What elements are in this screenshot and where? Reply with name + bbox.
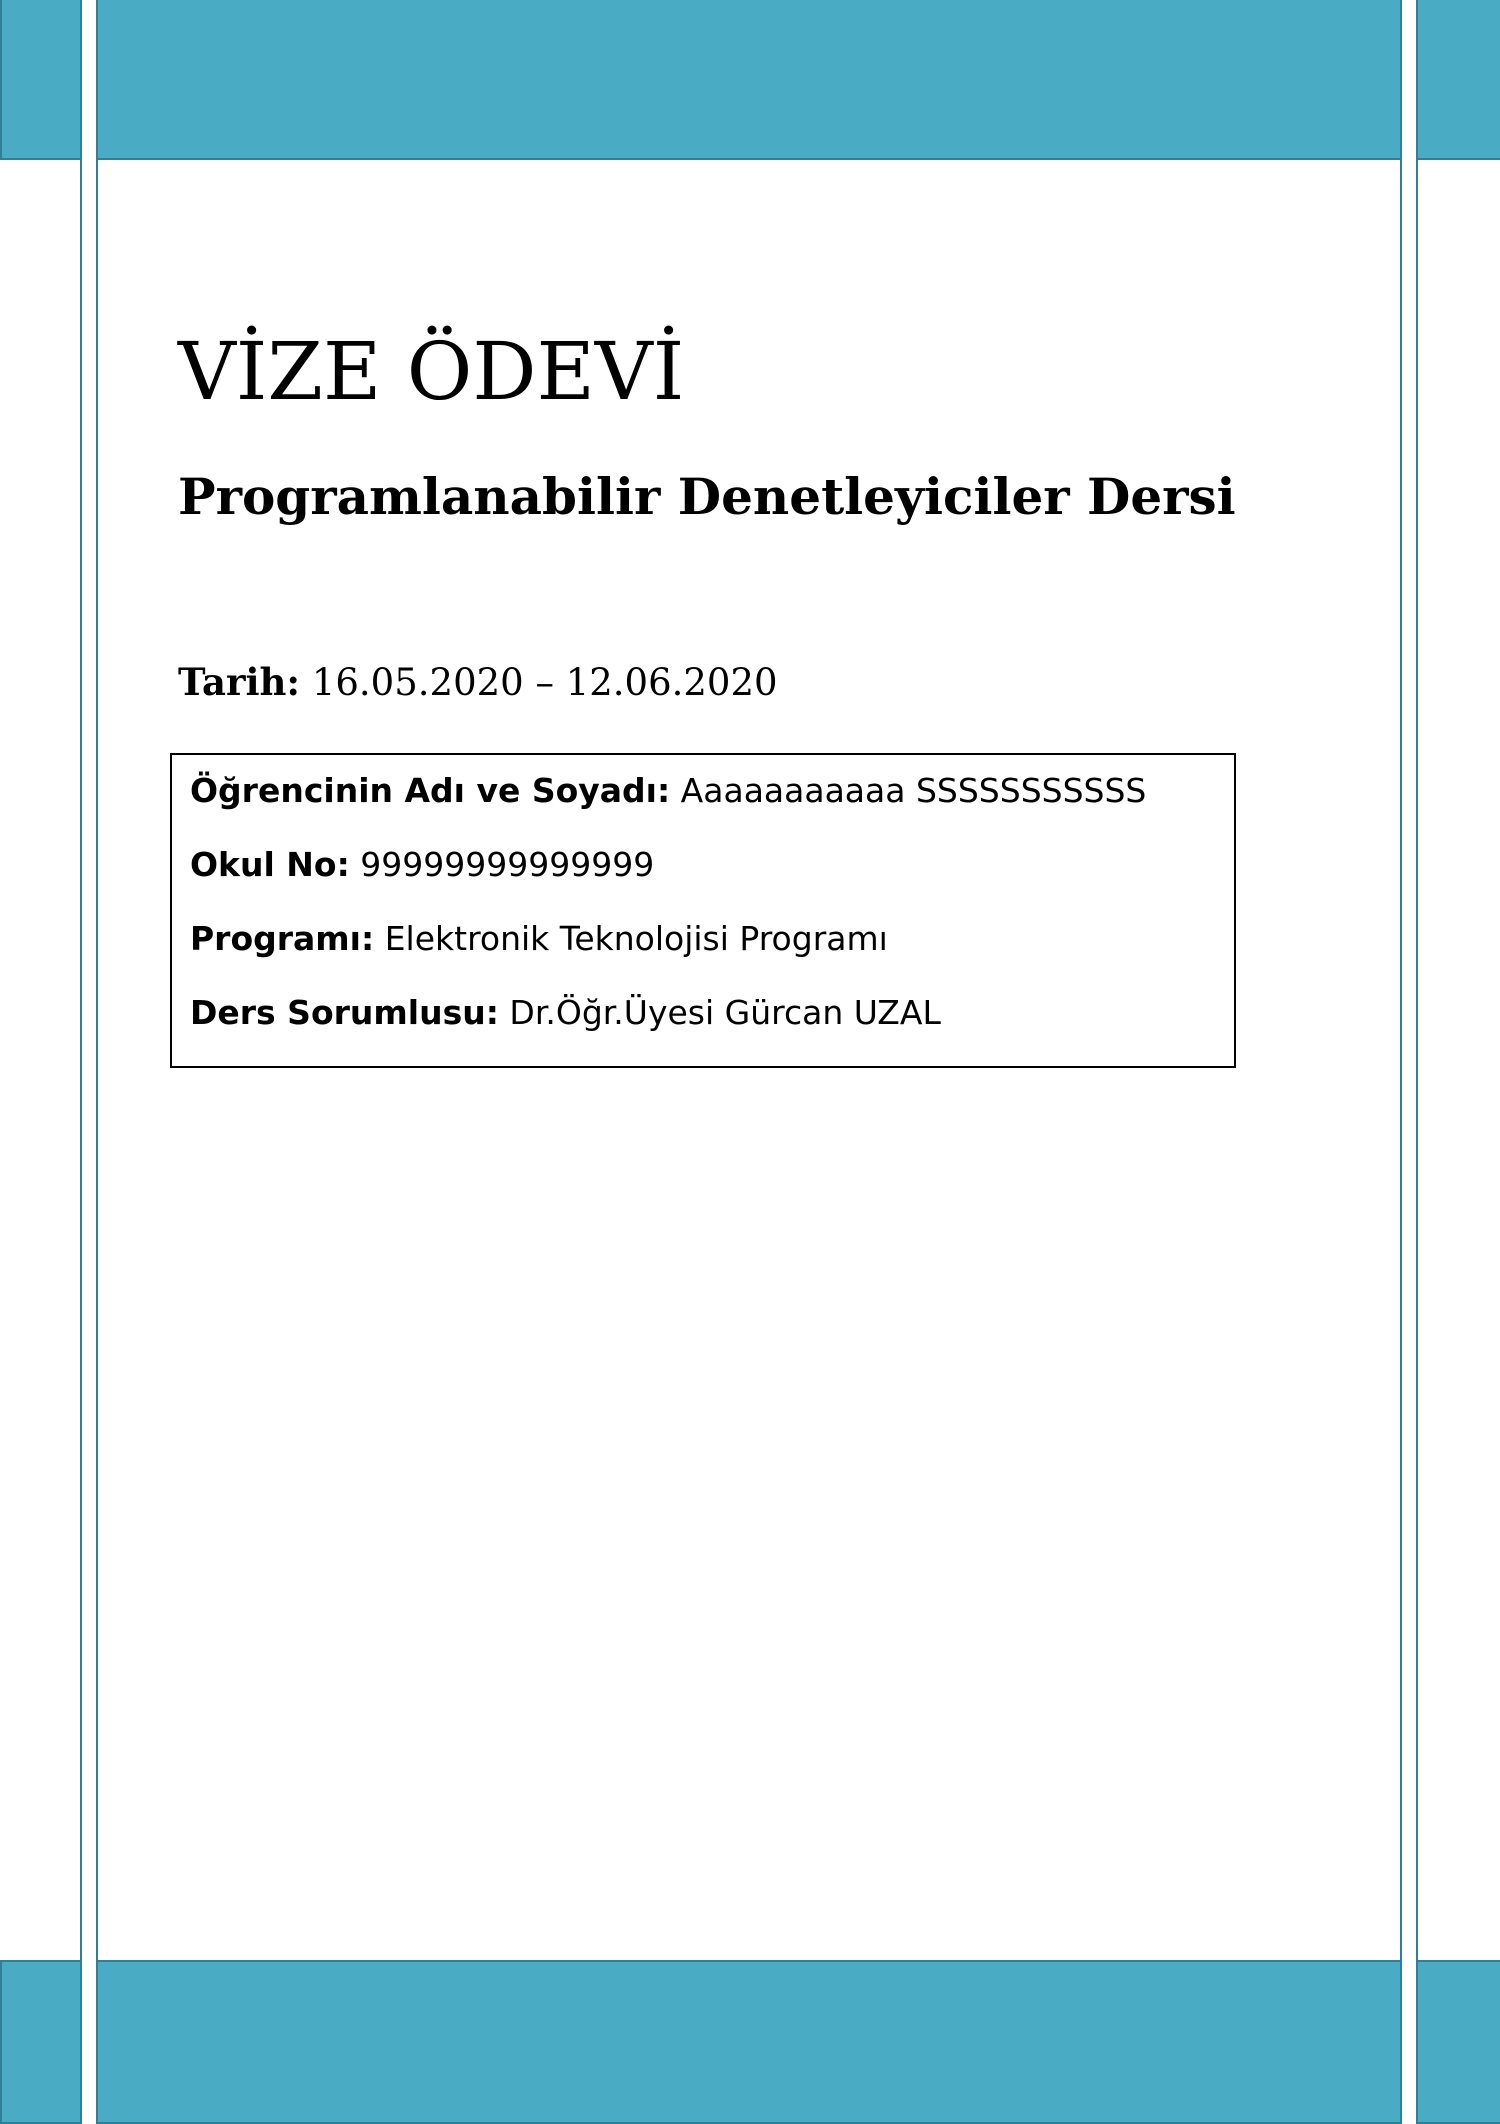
- student-name-row: [190, 766, 1146, 816]
- top-band-right: [1416, 0, 1500, 160]
- program-value: Elektronik Teknolojisi Programı: [374, 919, 888, 958]
- program-row: [190, 914, 888, 964]
- top-band-main: [96, 0, 1402, 160]
- frame-line-left-outer: [80, 0, 82, 2122]
- student-name-value: Aaaaaaaaaaa SSSSSSSSSSS: [670, 771, 1147, 810]
- instructor-label: Ders Sorumlusu:: [190, 993, 499, 1032]
- instructor-row: [190, 988, 941, 1038]
- bottom-band-left: [0, 1960, 82, 2124]
- student-info-box: [170, 753, 1236, 1068]
- program-label: Programı:: [190, 919, 375, 958]
- date-line: [178, 652, 778, 713]
- instructor-value: Dr.Öğr.Üyesi Gürcan UZAL: [498, 993, 941, 1032]
- bottom-band-main: [96, 1960, 1402, 2124]
- date-value: 16.05.2020 – 12.06.2020: [300, 661, 778, 704]
- school-no-row: [190, 840, 654, 890]
- school-no-value: 99999999999999: [349, 845, 655, 884]
- document-title: VİZE ÖDEVİ: [178, 325, 685, 418]
- top-band-left: [0, 0, 82, 160]
- bottom-band-right: [1416, 1960, 1500, 2124]
- student-name-label: Öğrencinin Adı ve Soyadı:: [190, 771, 671, 810]
- frame-line-right-inner: [1400, 0, 1402, 2122]
- frame-line-left-inner: [96, 0, 98, 2122]
- course-subtitle: Programlanabilir Denetleyiciler Dersi: [178, 467, 1236, 526]
- frame-line-right-outer: [1416, 0, 1418, 2122]
- date-label: Tarih:: [178, 660, 301, 704]
- school-no-label: Okul No:: [190, 845, 350, 884]
